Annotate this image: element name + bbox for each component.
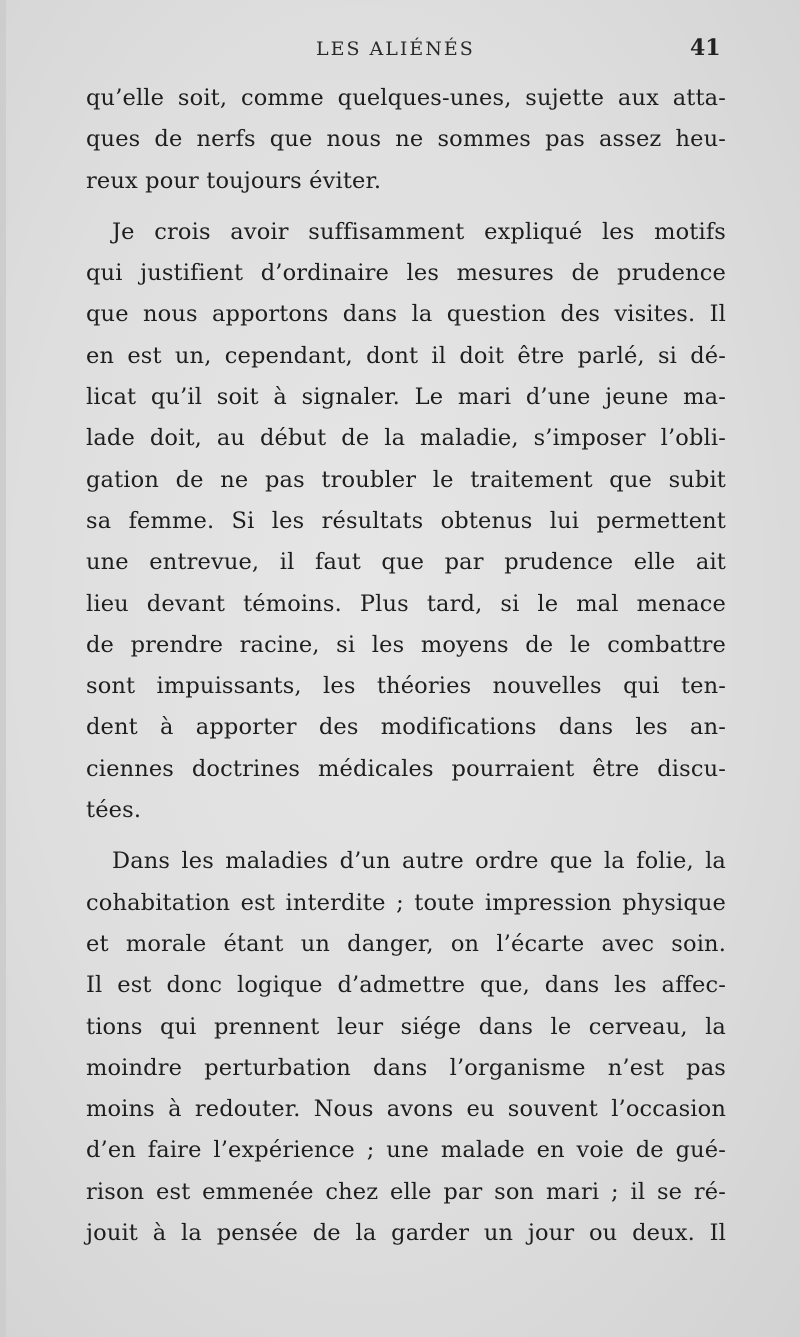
body-text xyxy=(86,78,726,1254)
text-line: en est un, cependant, dont il doit être parlé, si dé- xyxy=(86,342,726,369)
text-line: gation de ne pas troubler le traitement que subit xyxy=(86,466,726,493)
text-line: jouit à la pensée de la garder un jour ou deux. Il xyxy=(86,1220,726,1247)
text-line: ques de nerfs que nous ne sommes pas assez heu- xyxy=(86,126,726,153)
text-line: reux pour toujours éviter. xyxy=(86,167,382,194)
text-line: une entrevue, il faut que par prudence elle ait xyxy=(86,549,726,576)
text-line: rison est emmenée chez elle par son mari ; il se ré- xyxy=(86,1178,726,1205)
text-line: tions qui prennent leur siége dans le cerveau, la xyxy=(86,1013,726,1040)
page-number: 41 xyxy=(690,35,721,61)
text-line: qui justifient d’ordinaire les mesures de prudence xyxy=(86,260,726,287)
text-line: de prendre racine, si les moyens de le combattre xyxy=(86,631,726,658)
text-line: que nous apportons dans la question des visites. Il xyxy=(86,301,726,328)
text-line: moins à redouter. Nous avons eu souvent l’occasion xyxy=(86,1096,726,1123)
text-line: d’en faire l’expérience ; une malade en voie de gué- xyxy=(86,1137,726,1164)
text-line: sont impuissants, les théories nouvelles qui ten- xyxy=(86,673,726,700)
text-line: licat qu’il soit à signaler. Le mari d’une jeune ma- xyxy=(86,384,726,411)
text-line: qu’elle soit, comme quelques-unes, sujette aux atta- xyxy=(86,85,726,111)
text-line: dent à apporter des modifications dans les an- xyxy=(86,714,726,741)
text-line: moindre perturbation dans l’organisme n’est pas xyxy=(86,1054,726,1081)
text-line: sa femme. Si les résultats obtenus lui permettent xyxy=(86,507,726,534)
text-line: et morale étant un danger, on l’écarte avec soin. xyxy=(86,930,726,957)
text-line: Dans les maladies d’un autre ordre que la folie, la xyxy=(112,848,726,875)
text-line: Il est donc logique d’admettre que, dans les affec- xyxy=(86,972,726,999)
text-line: lade doit, au début de la maladie, s’imposer l’obli- xyxy=(86,425,726,452)
text-line: ciennes doctrines médicales pourraient être discu- xyxy=(86,755,726,782)
text-line: tées. xyxy=(86,797,142,824)
text-line: cohabitation est interdite ; toute impression physique xyxy=(86,889,726,916)
running-title: LES ALIÉNÉS xyxy=(316,38,475,60)
page-header xyxy=(6,35,800,68)
text-line: lieu devant témoins. Plus tard, si le mal menace xyxy=(86,590,726,617)
text-line: Je crois avoir suffisamment expliqué les motifs xyxy=(112,218,726,245)
